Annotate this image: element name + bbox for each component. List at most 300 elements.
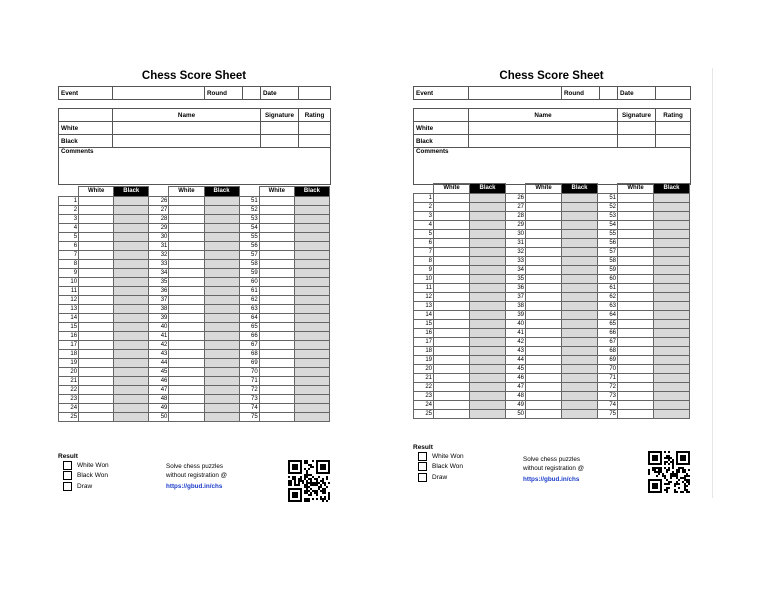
white-move-cell[interactable] (618, 311, 654, 320)
white-move-cell[interactable] (526, 284, 562, 293)
black-move-cell[interactable] (654, 374, 690, 383)
black-move-cell[interactable] (204, 377, 239, 386)
black-move-cell[interactable] (114, 206, 149, 215)
white-move-cell[interactable] (169, 332, 204, 341)
black-move-cell[interactable] (114, 413, 149, 422)
white-move-cell[interactable] (79, 215, 114, 224)
black-move-cell[interactable] (654, 320, 690, 329)
white-move-cell[interactable] (526, 338, 562, 347)
black-move-cell[interactable] (470, 410, 506, 419)
black-name-field[interactable] (113, 135, 261, 148)
black-move-cell[interactable] (114, 197, 149, 206)
event-field[interactable] (469, 87, 562, 100)
white-move-cell[interactable] (618, 392, 654, 401)
black-move-cell[interactable] (470, 365, 506, 374)
result-checkbox[interactable] (63, 461, 72, 470)
result-checkbox[interactable] (418, 473, 427, 482)
white-move-cell[interactable] (169, 386, 204, 395)
black-move-cell[interactable] (294, 260, 329, 269)
black-move-cell[interactable] (294, 314, 329, 323)
black-move-cell[interactable] (204, 197, 239, 206)
white-move-cell[interactable] (169, 305, 204, 314)
white-move-cell[interactable] (526, 302, 562, 311)
black-move-cell[interactable] (294, 413, 329, 422)
white-name-field[interactable] (113, 122, 261, 135)
white-move-cell[interactable] (618, 257, 654, 266)
white-move-cell[interactable] (259, 224, 294, 233)
black-move-cell[interactable] (562, 410, 598, 419)
black-move-cell[interactable] (562, 257, 598, 266)
white-move-cell[interactable] (526, 248, 562, 257)
black-move-cell[interactable] (470, 374, 506, 383)
black-move-cell[interactable] (470, 239, 506, 248)
white-move-cell[interactable] (259, 206, 294, 215)
black-move-cell[interactable] (562, 374, 598, 383)
white-move-cell[interactable] (434, 374, 470, 383)
black-move-cell[interactable] (114, 242, 149, 251)
white-move-cell[interactable] (434, 221, 470, 230)
black-move-cell[interactable] (294, 242, 329, 251)
black-move-cell[interactable] (294, 224, 329, 233)
black-move-cell[interactable] (114, 278, 149, 287)
white-move-cell[interactable] (618, 284, 654, 293)
black-move-cell[interactable] (204, 359, 239, 368)
promo-link[interactable]: https://gbud.in/chs (523, 476, 580, 483)
black-move-cell[interactable] (294, 287, 329, 296)
white-signature-field[interactable] (618, 122, 656, 135)
white-move-cell[interactable] (169, 368, 204, 377)
white-move-cell[interactable] (526, 329, 562, 338)
white-move-cell[interactable] (434, 266, 470, 275)
black-move-cell[interactable] (294, 323, 329, 332)
black-move-cell[interactable] (470, 284, 506, 293)
white-move-cell[interactable] (169, 296, 204, 305)
black-move-cell[interactable] (204, 368, 239, 377)
black-move-cell[interactable] (294, 368, 329, 377)
black-move-cell[interactable] (204, 215, 239, 224)
black-move-cell[interactable] (114, 386, 149, 395)
white-move-cell[interactable] (434, 284, 470, 293)
white-move-cell[interactable] (526, 392, 562, 401)
black-move-cell[interactable] (294, 269, 329, 278)
black-move-cell[interactable] (562, 266, 598, 275)
white-move-cell[interactable] (618, 203, 654, 212)
white-move-cell[interactable] (434, 203, 470, 212)
white-move-cell[interactable] (79, 287, 114, 296)
round-field[interactable] (243, 87, 261, 100)
white-move-cell[interactable] (526, 320, 562, 329)
white-move-cell[interactable] (434, 320, 470, 329)
white-move-cell[interactable] (259, 197, 294, 206)
black-move-cell[interactable] (470, 347, 506, 356)
black-move-cell[interactable] (654, 347, 690, 356)
white-move-cell[interactable] (79, 341, 114, 350)
white-move-cell[interactable] (169, 278, 204, 287)
white-move-cell[interactable] (434, 383, 470, 392)
black-move-cell[interactable] (294, 197, 329, 206)
black-move-cell[interactable] (562, 392, 598, 401)
white-rating-field[interactable] (656, 122, 691, 135)
white-move-cell[interactable] (618, 221, 654, 230)
black-move-cell[interactable] (654, 401, 690, 410)
black-signature-field[interactable] (261, 135, 299, 148)
black-move-cell[interactable] (470, 275, 506, 284)
white-move-cell[interactable] (79, 323, 114, 332)
white-move-cell[interactable] (259, 350, 294, 359)
white-move-cell[interactable] (79, 395, 114, 404)
black-move-cell[interactable] (294, 341, 329, 350)
white-move-cell[interactable] (526, 347, 562, 356)
black-move-cell[interactable] (114, 269, 149, 278)
black-move-cell[interactable] (294, 359, 329, 368)
black-move-cell[interactable] (204, 386, 239, 395)
white-move-cell[interactable] (259, 359, 294, 368)
black-move-cell[interactable] (562, 194, 598, 203)
black-move-cell[interactable] (114, 305, 149, 314)
white-move-cell[interactable] (79, 350, 114, 359)
result-option[interactable] (418, 462, 464, 473)
white-move-cell[interactable] (434, 302, 470, 311)
black-move-cell[interactable] (114, 404, 149, 413)
black-move-cell[interactable] (294, 296, 329, 305)
black-move-cell[interactable] (654, 212, 690, 221)
black-move-cell[interactable] (204, 404, 239, 413)
black-move-cell[interactable] (294, 206, 329, 215)
black-move-cell[interactable] (654, 221, 690, 230)
black-move-cell[interactable] (294, 305, 329, 314)
black-move-cell[interactable] (562, 239, 598, 248)
black-move-cell[interactable] (204, 332, 239, 341)
black-move-cell[interactable] (204, 413, 239, 422)
black-move-cell[interactable] (654, 293, 690, 302)
white-move-cell[interactable] (618, 329, 654, 338)
black-move-cell[interactable] (204, 233, 239, 242)
white-move-cell[interactable] (259, 296, 294, 305)
white-signature-field[interactable] (261, 122, 299, 135)
white-move-cell[interactable] (434, 356, 470, 365)
white-move-cell[interactable] (434, 329, 470, 338)
white-move-cell[interactable] (526, 266, 562, 275)
white-move-cell[interactable] (618, 365, 654, 374)
white-move-cell[interactable] (259, 404, 294, 413)
black-move-cell[interactable] (114, 224, 149, 233)
black-move-cell[interactable] (114, 368, 149, 377)
black-name-field[interactable] (469, 135, 618, 148)
black-move-cell[interactable] (654, 329, 690, 338)
white-move-cell[interactable] (618, 239, 654, 248)
black-move-cell[interactable] (562, 203, 598, 212)
white-move-cell[interactable] (526, 275, 562, 284)
white-move-cell[interactable] (79, 278, 114, 287)
black-move-cell[interactable] (114, 332, 149, 341)
black-move-cell[interactable] (470, 230, 506, 239)
white-move-cell[interactable] (618, 410, 654, 419)
black-move-cell[interactable] (562, 302, 598, 311)
black-move-cell[interactable] (294, 332, 329, 341)
result-option[interactable] (63, 481, 109, 492)
result-option[interactable] (63, 460, 109, 471)
black-move-cell[interactable] (654, 356, 690, 365)
black-move-cell[interactable] (562, 230, 598, 239)
black-move-cell[interactable] (294, 251, 329, 260)
black-move-cell[interactable] (114, 341, 149, 350)
white-move-cell[interactable] (618, 302, 654, 311)
white-move-cell[interactable] (618, 383, 654, 392)
white-move-cell[interactable] (79, 386, 114, 395)
black-move-cell[interactable] (654, 257, 690, 266)
white-move-cell[interactable] (259, 332, 294, 341)
white-move-cell[interactable] (526, 365, 562, 374)
white-move-cell[interactable] (259, 251, 294, 260)
black-move-cell[interactable] (470, 293, 506, 302)
white-move-cell[interactable] (79, 233, 114, 242)
white-move-cell[interactable] (259, 287, 294, 296)
white-move-cell[interactable] (79, 242, 114, 251)
white-move-cell[interactable] (79, 251, 114, 260)
white-move-cell[interactable] (169, 314, 204, 323)
black-move-cell[interactable] (470, 212, 506, 221)
black-move-cell[interactable] (114, 377, 149, 386)
black-move-cell[interactable] (204, 305, 239, 314)
white-rating-field[interactable] (299, 122, 331, 135)
result-checkbox[interactable] (63, 482, 72, 491)
black-move-cell[interactable] (204, 395, 239, 404)
black-move-cell[interactable] (562, 275, 598, 284)
white-move-cell[interactable] (169, 323, 204, 332)
black-move-cell[interactable] (562, 293, 598, 302)
white-move-cell[interactable] (618, 248, 654, 257)
white-move-cell[interactable] (169, 404, 204, 413)
white-move-cell[interactable] (434, 194, 470, 203)
white-move-cell[interactable] (259, 233, 294, 242)
black-move-cell[interactable] (470, 302, 506, 311)
white-move-cell[interactable] (618, 194, 654, 203)
black-move-cell[interactable] (294, 278, 329, 287)
black-move-cell[interactable] (562, 347, 598, 356)
black-move-cell[interactable] (654, 275, 690, 284)
white-move-cell[interactable] (434, 365, 470, 374)
black-move-cell[interactable] (114, 251, 149, 260)
white-move-cell[interactable] (434, 347, 470, 356)
white-move-cell[interactable] (169, 215, 204, 224)
white-move-cell[interactable] (169, 233, 204, 242)
comments-field[interactable]: Comments (414, 148, 691, 185)
black-move-cell[interactable] (470, 320, 506, 329)
white-move-cell[interactable] (259, 260, 294, 269)
white-move-cell[interactable] (434, 401, 470, 410)
result-option[interactable] (418, 472, 464, 483)
black-move-cell[interactable] (114, 260, 149, 269)
black-move-cell[interactable] (114, 350, 149, 359)
white-move-cell[interactable] (618, 212, 654, 221)
black-move-cell[interactable] (294, 215, 329, 224)
black-move-cell[interactable] (654, 266, 690, 275)
white-move-cell[interactable] (618, 293, 654, 302)
black-move-cell[interactable] (114, 233, 149, 242)
white-move-cell[interactable] (434, 212, 470, 221)
black-move-cell[interactable] (294, 404, 329, 413)
black-move-cell[interactable] (654, 230, 690, 239)
white-move-cell[interactable] (79, 260, 114, 269)
white-move-cell[interactable] (526, 311, 562, 320)
black-move-cell[interactable] (294, 233, 329, 242)
white-move-cell[interactable] (259, 341, 294, 350)
black-move-cell[interactable] (470, 248, 506, 257)
black-move-cell[interactable] (562, 212, 598, 221)
black-move-cell[interactable] (470, 356, 506, 365)
black-move-cell[interactable] (114, 215, 149, 224)
white-move-cell[interactable] (526, 257, 562, 266)
white-move-cell[interactable] (79, 224, 114, 233)
white-move-cell[interactable] (259, 323, 294, 332)
white-move-cell[interactable] (169, 206, 204, 215)
black-move-cell[interactable] (654, 410, 690, 419)
black-rating-field[interactable] (299, 135, 331, 148)
result-option[interactable] (418, 451, 464, 462)
black-move-cell[interactable] (562, 248, 598, 257)
black-move-cell[interactable] (114, 296, 149, 305)
black-move-cell[interactable] (654, 284, 690, 293)
black-move-cell[interactable] (654, 302, 690, 311)
white-move-cell[interactable] (79, 404, 114, 413)
white-move-cell[interactable] (79, 269, 114, 278)
white-move-cell[interactable] (259, 377, 294, 386)
black-move-cell[interactable] (654, 338, 690, 347)
white-move-cell[interactable] (526, 239, 562, 248)
white-move-cell[interactable] (526, 410, 562, 419)
white-move-cell[interactable] (169, 395, 204, 404)
black-move-cell[interactable] (114, 323, 149, 332)
result-checkbox[interactable] (63, 471, 72, 480)
white-move-cell[interactable] (434, 392, 470, 401)
white-move-cell[interactable] (79, 359, 114, 368)
black-move-cell[interactable] (470, 383, 506, 392)
white-move-cell[interactable] (79, 314, 114, 323)
white-move-cell[interactable] (526, 401, 562, 410)
date-field[interactable] (656, 87, 691, 100)
white-move-cell[interactable] (526, 194, 562, 203)
white-move-cell[interactable] (526, 203, 562, 212)
white-move-cell[interactable] (79, 197, 114, 206)
white-move-cell[interactable] (434, 257, 470, 266)
black-move-cell[interactable] (562, 356, 598, 365)
white-move-cell[interactable] (618, 401, 654, 410)
black-move-cell[interactable] (470, 266, 506, 275)
black-move-cell[interactable] (562, 320, 598, 329)
white-move-cell[interactable] (618, 266, 654, 275)
black-move-cell[interactable] (562, 401, 598, 410)
white-move-cell[interactable] (259, 314, 294, 323)
white-move-cell[interactable] (526, 374, 562, 383)
white-move-cell[interactable] (259, 215, 294, 224)
black-move-cell[interactable] (204, 251, 239, 260)
black-move-cell[interactable] (294, 386, 329, 395)
white-move-cell[interactable] (526, 356, 562, 365)
black-move-cell[interactable] (204, 278, 239, 287)
black-move-cell[interactable] (204, 314, 239, 323)
black-move-cell[interactable] (114, 395, 149, 404)
black-move-cell[interactable] (470, 392, 506, 401)
black-move-cell[interactable] (654, 383, 690, 392)
black-move-cell[interactable] (562, 284, 598, 293)
black-move-cell[interactable] (654, 392, 690, 401)
black-signature-field[interactable] (618, 135, 656, 148)
black-move-cell[interactable] (114, 359, 149, 368)
white-move-cell[interactable] (79, 368, 114, 377)
black-move-cell[interactable] (562, 383, 598, 392)
white-move-cell[interactable] (169, 359, 204, 368)
white-move-cell[interactable] (169, 350, 204, 359)
white-move-cell[interactable] (169, 197, 204, 206)
black-move-cell[interactable] (204, 323, 239, 332)
result-checkbox[interactable] (418, 462, 427, 471)
white-move-cell[interactable] (169, 260, 204, 269)
black-move-cell[interactable] (470, 401, 506, 410)
black-rating-field[interactable] (656, 135, 691, 148)
black-move-cell[interactable] (654, 194, 690, 203)
black-move-cell[interactable] (294, 395, 329, 404)
event-field[interactable] (113, 87, 205, 100)
white-move-cell[interactable] (79, 296, 114, 305)
black-move-cell[interactable] (562, 365, 598, 374)
white-move-cell[interactable] (79, 332, 114, 341)
black-move-cell[interactable] (654, 203, 690, 212)
white-move-cell[interactable] (434, 311, 470, 320)
white-move-cell[interactable] (618, 230, 654, 239)
black-move-cell[interactable] (204, 224, 239, 233)
white-move-cell[interactable] (79, 206, 114, 215)
white-move-cell[interactable] (259, 395, 294, 404)
promo-link[interactable]: https://gbud.in/chs (166, 483, 223, 490)
result-option[interactable] (63, 471, 109, 482)
white-move-cell[interactable] (434, 248, 470, 257)
white-move-cell[interactable] (259, 305, 294, 314)
black-move-cell[interactable] (204, 206, 239, 215)
white-move-cell[interactable] (526, 383, 562, 392)
white-move-cell[interactable] (618, 320, 654, 329)
white-move-cell[interactable] (434, 275, 470, 284)
white-move-cell[interactable] (259, 278, 294, 287)
white-move-cell[interactable] (434, 410, 470, 419)
black-move-cell[interactable] (562, 329, 598, 338)
black-move-cell[interactable] (470, 338, 506, 347)
black-move-cell[interactable] (204, 269, 239, 278)
black-move-cell[interactable] (204, 242, 239, 251)
black-move-cell[interactable] (562, 338, 598, 347)
white-move-cell[interactable] (618, 356, 654, 365)
black-move-cell[interactable] (204, 350, 239, 359)
white-move-cell[interactable] (169, 287, 204, 296)
white-move-cell[interactable] (259, 242, 294, 251)
white-move-cell[interactable] (434, 230, 470, 239)
white-move-cell[interactable] (259, 368, 294, 377)
black-move-cell[interactable] (204, 341, 239, 350)
white-move-cell[interactable] (169, 224, 204, 233)
comments-field[interactable]: Comments (59, 148, 331, 185)
black-move-cell[interactable] (470, 203, 506, 212)
black-move-cell[interactable] (562, 311, 598, 320)
white-move-cell[interactable] (618, 275, 654, 284)
white-move-cell[interactable] (169, 377, 204, 386)
white-move-cell[interactable] (259, 386, 294, 395)
white-name-field[interactable] (469, 122, 618, 135)
result-checkbox[interactable] (418, 452, 427, 461)
white-move-cell[interactable] (434, 338, 470, 347)
white-move-cell[interactable] (169, 269, 204, 278)
white-move-cell[interactable] (434, 293, 470, 302)
white-move-cell[interactable] (79, 305, 114, 314)
black-move-cell[interactable] (114, 314, 149, 323)
